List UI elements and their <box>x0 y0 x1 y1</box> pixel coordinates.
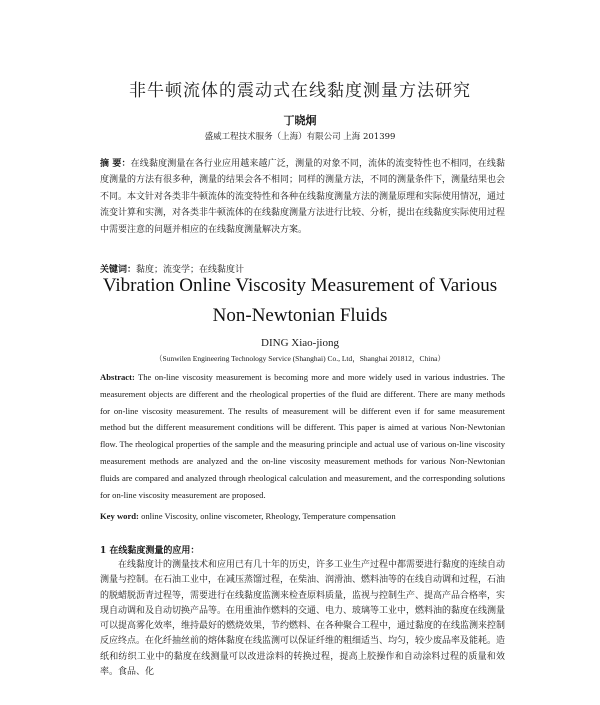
chinese-keywords <box>100 262 244 275</box>
chinese-keywords-label: 关键词： <box>100 265 137 275</box>
english-title-line-2: Non-Newtonian Fluids <box>212 305 388 326</box>
chinese-abstract <box>100 156 505 238</box>
english-title-line-1: Vibration Online Viscosity Measurement of Various <box>102 275 498 296</box>
chinese-abstract-text: 在线黏度测量在各行业应用越来越广泛，测量的对象不同，流体的流变特性也不相同，在线黏度测量的方法有很多种，测量的结果会各不相同；同样的测量方法，不同的测量条件下，测量结果也会不同。本文针对各类非牛顿流体的流变特性和各种在线黏度测量方法的测量原理和实际使用情况，通过流变计算和实测，对各类非牛顿流体的在线黏度测量方法进行比较、分析，提出在线黏度实际使用过程中需要注意的问题并相应的在线黏度测量解决方案。 <box>100 159 506 235</box>
chinese-author: 丁晓炯 <box>283 114 317 127</box>
chinese-title: 非牛顿流体的震动式在线黏度测量方法研究 <box>129 81 471 101</box>
english-affiliation: （Sunwilen Engineering Technology Service (Shanghai) Co., Ltd，Shanghai 201812，China） <box>155 354 445 363</box>
english-author: DING Xiao-jiong <box>261 337 339 349</box>
english-abstract <box>100 369 505 503</box>
chinese-keywords-text: 黏度；流变学；在线黏度计 <box>136 265 245 275</box>
english-abstract-text: The on-line viscosity measurement is becoming more and more widely used in various industries. The measurement objects are different and the rheological properties of the fluid are different. There are many methods for on-line viscosity measurement. The results of measurement will be different even if for same measurement method but the different measurement conditions will be different. This paper is aimed at various Non-Newtonian flow. The rheological properties of the sample and the measuring principle and actual use of various on-line viscosity measurement methods are analyzed and the on-line viscosity measurement methods for various Non-Newtonian fluids are compared and analyzed through rheological calculation and measurement, and the corresponding solutions for on-line viscosity measurement are proposed. <box>100 372 505 500</box>
section-1-paragraph: 在线黏度计的测量技术和应用已有几十年的历史，许多工业生产过程中都需要进行黏度的连续自动测量与控制。在石油工业中，在减压蒸馏过程，在柴油、润滑油、燃料油等的在线自动调和过程，石油的脱蜡脱沥青过程等，需要进行在线黏度监测来检查原料质量，监视与控制生产、提高产品合格率，实现自动调和及自动切换产品等。在用重油作燃料的交通、电力、玻璃等工业中，燃料油的黏度在线测量可以提高雾化效率，维持最好的燃烧效果，节约燃料、在各种聚合工程中，通过黏度的在线监测来控制反应终点。在化纤抽丝前的熔体黏度在线监测可以保证纤维的粗细适当、均匀，较少废品率及能耗。造纸和纺织工业中的黏度在线测量可以改进涂料的转换过程，提高上胶操作和自动涂料过程的质量和效率。食品、化 <box>100 560 506 678</box>
section-1-heading: 1 在线黏度测量的应用： <box>100 546 200 556</box>
english-keywords-label: Key word: <box>100 511 139 521</box>
english-abstract-label: Abstract: <box>100 372 135 382</box>
chinese-affiliation: 盛威工程技术服务（上海）有限公司 上海 201399 <box>204 132 396 142</box>
english-keywords-text: online Viscosity, online viscometer, Rheology, Temperature compensation <box>141 511 396 521</box>
chinese-abstract-label: 摘 要： <box>100 159 131 169</box>
english-keywords <box>100 511 396 521</box>
